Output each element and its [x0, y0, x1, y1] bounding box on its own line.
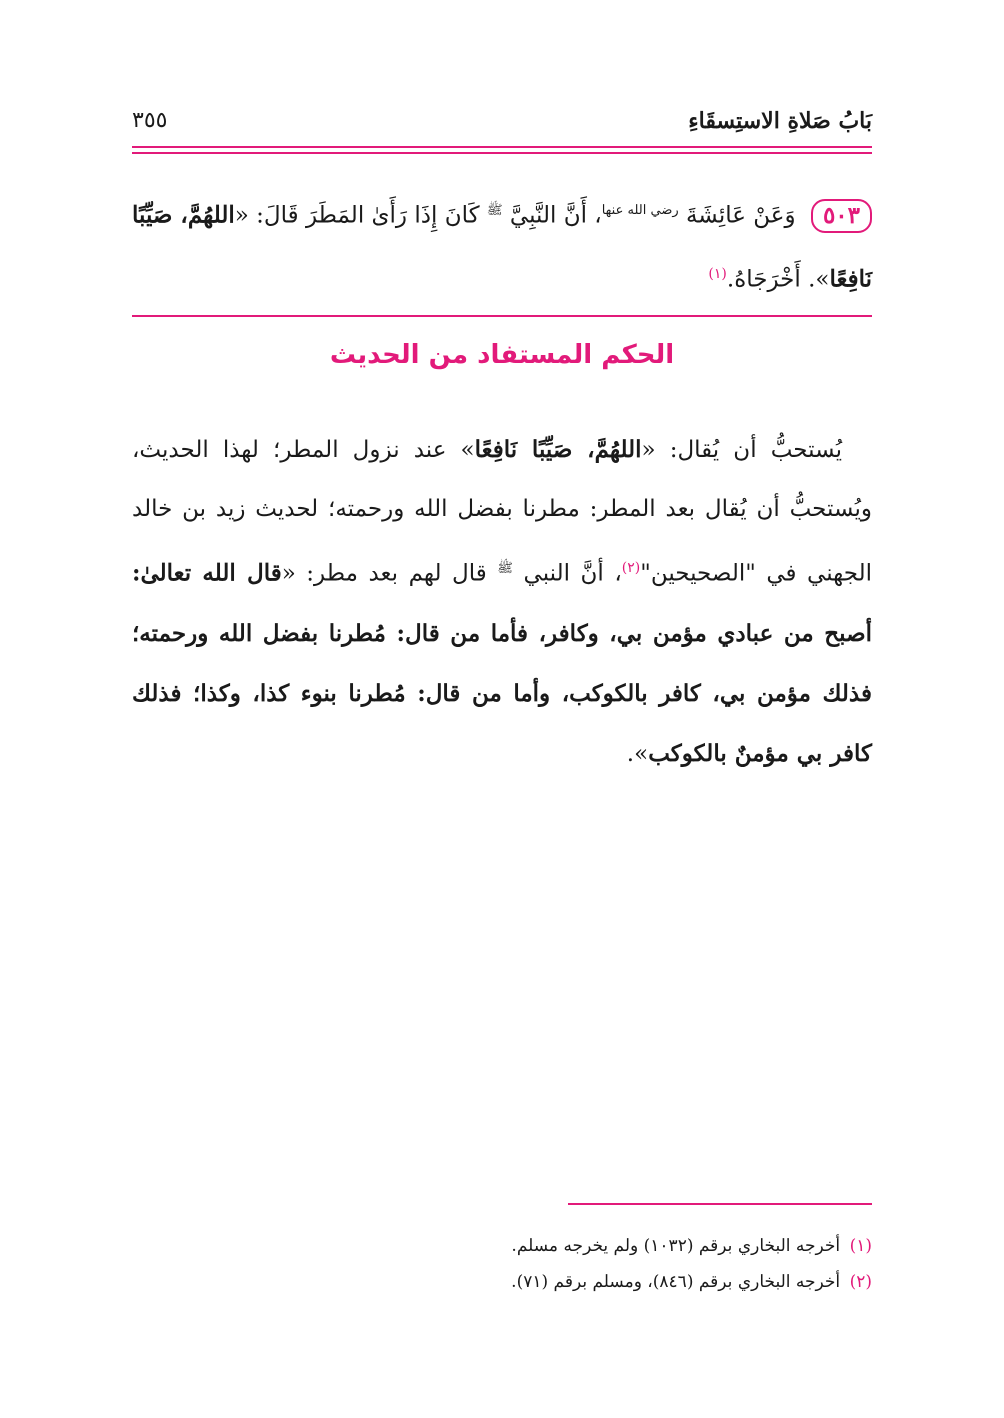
ruling-quote-2-body: : أصبح من عبادي مؤمن بي، وكافر، فأما من قال: مُطرنا بفضل الله ورحمته؛ فذلك مؤمن بي، كافر بالكوكب، وأما من قال: مُطرنا بنوء كذا، وكذا؛ فذلك كافر بي مؤمنٌ بالكوكب	[132, 559, 872, 767]
ruling-part-5: ».	[626, 740, 649, 767]
ruling-quote-1: اللهُمَّ، صَيِّبًا نَافِعًا	[474, 436, 642, 463]
footnote-text: أخرجه البخاري برقم (١٠٣٢) ولم يخرجه مسلم.	[511, 1236, 841, 1256]
running-head	[132, 108, 872, 148]
footnotes	[132, 1228, 872, 1300]
hadith-quote: اللهُمَّ، صَيِّبًا نَافِعًا	[132, 201, 872, 293]
chapter-title: بَابُ صَلاةِ الاستِسقَاءِ	[688, 108, 872, 134]
footnote-separator	[568, 1203, 872, 1205]
hadith-part-4: ». أَخْرَجَاهُ.	[726, 266, 830, 293]
ruling-quote-2-head: قال الله تعالىٰ	[140, 559, 282, 587]
footnote-2	[132, 1264, 872, 1300]
ruling-part-2: » عند نزول المطر؛ لهذا الحديث، ويُستحبُّ أن يُقال بعد المطر: مطرنا بفضل الله ورحمته؛ لحديث زيد بن خالد الجهني في "الصحيحين"	[132, 437, 873, 587]
section-title: الحكم المستفاد من الحديث	[329, 340, 675, 370]
footnote-1	[132, 1228, 872, 1264]
hadith-part-2: ، أَنَّ النَّبِيَّ	[509, 202, 602, 229]
page-number: ٣٥٥	[132, 108, 168, 133]
header-rule-bottom	[132, 152, 872, 154]
footnote-number: (١)	[849, 1236, 872, 1256]
footnote-text: أخرجه البخاري برقم (٨٤٦)، ومسلم برقم (٧١).	[511, 1272, 841, 1292]
hadith-part-1: وَعَنْ عَائِشَةَ	[685, 202, 796, 229]
hadith-text	[132, 182, 872, 308]
honorific-aisha: رضي الله عنها	[601, 203, 679, 218]
footnote-number: (٢)	[849, 1272, 872, 1292]
footnote-ref-1[interactable]: (١)	[708, 265, 727, 282]
hadith-part-3: كَانَ إِذَا رَأَىٰ المَطَرَ قَالَ: «	[234, 202, 480, 229]
footnote-ref-2[interactable]: (٢)	[621, 560, 641, 576]
ruling-part-4: قال لهم بعد مطر: «	[281, 560, 487, 587]
ruling-paragraph	[132, 420, 872, 784]
header-rule-top	[132, 146, 872, 148]
ruling-part-3: ، أنَّ النبي	[523, 560, 622, 587]
hadith-number-badge: ٥٠٣	[811, 199, 872, 233]
honorific-prophet: ﷺ	[486, 203, 503, 218]
section-divider	[132, 315, 872, 317]
honorific-prophet-2: ﷺ	[497, 561, 513, 576]
ruling-part-1: يُستحبُّ أن يُقال: «	[641, 437, 842, 463]
